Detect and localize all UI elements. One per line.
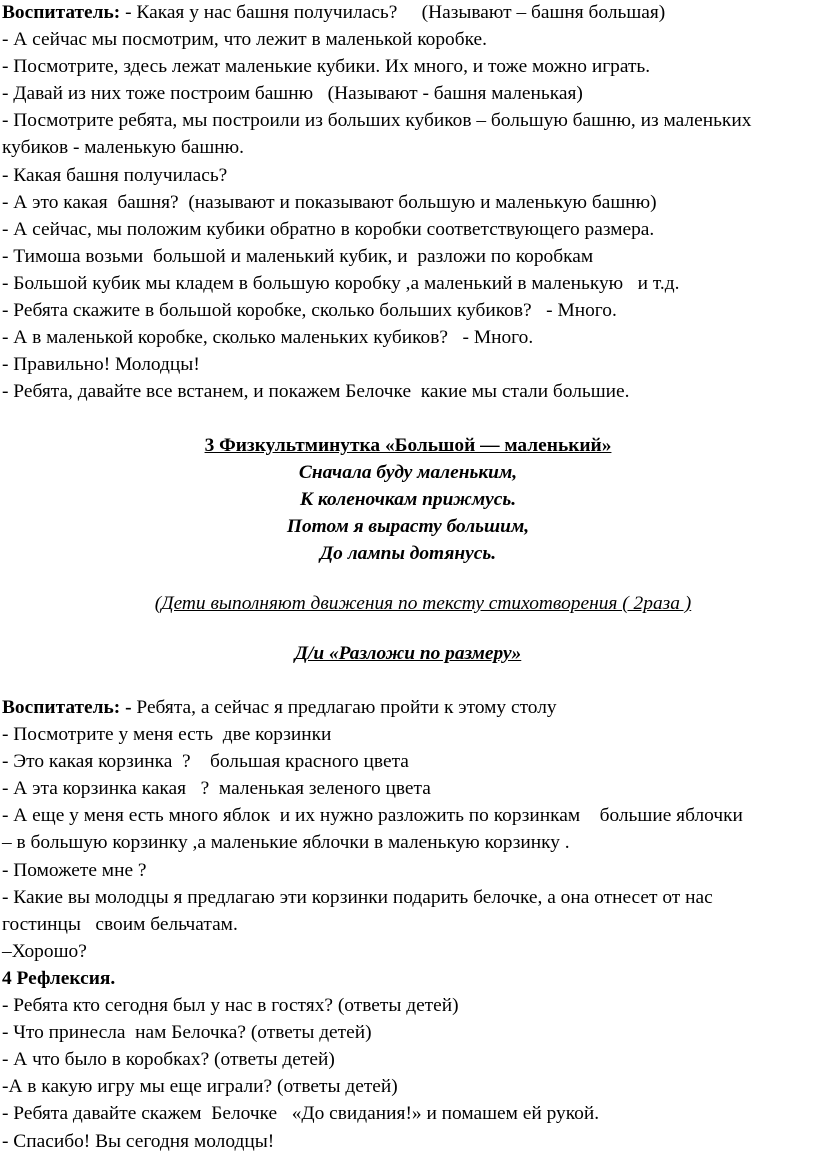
dialogue-line: – в большую корзинку ,а маленькие яблочки в маленькую корзинку . — [2, 832, 570, 854]
dialogue-section-2 — [2, 694, 814, 965]
dialogue-line: - А сейчас мы посмотрим, что лежит в маленькой коробке. — [2, 29, 488, 51]
dialogue-line: - А эта корзинка какая ? маленькая зеленого цвета — [2, 778, 431, 800]
dialogue-line: - А сейчас, мы положим кубики обратно в коробки соответствующего размера. — [2, 218, 655, 240]
game-title-wrap — [0, 640, 816, 667]
dialogue-line: -А в какую игру мы еще играли? (ответы детей) — [2, 1076, 398, 1098]
dialogue-line: - Ребята кто сегодня был у нас в гостях? (ответы детей) — [2, 995, 459, 1017]
dialogue-section-1 — [2, 0, 814, 405]
fizminutka-section — [0, 432, 816, 567]
dialogue-line: - А это какая башня? (называют и показывают большую и маленькую башню) — [2, 191, 657, 213]
dialogue-line: - Какие вы молодцы я предлагаю эти корзинки подарить белочке, а она отнесет от нас — [2, 886, 713, 908]
dialogue-text: - Какая у нас башня получилась? (Называют – башня большая) — [120, 2, 666, 23]
dialogue-line: - Что принесла нам Белочка? (ответы детей) — [2, 1022, 372, 1044]
dialogue-line: - Посмотрите у меня есть две корзинки — [2, 724, 332, 746]
poem-line: До лампы дотянусь. — [319, 543, 497, 565]
dialogue-line: - Ребята, давайте все встанем, и покажем Белочке какие мы стали большие. — [2, 381, 630, 403]
dialogue-line: - Спасибо! Вы сегодня молодцы! — [2, 1130, 275, 1152]
dialogue-line: - А в маленькой коробке, сколько маленьких кубиков? - Много. — [2, 327, 534, 349]
fizminutka-note: (Дети выполняют движения по тексту стихотворения ( 2раза ) — [154, 593, 692, 614]
poem-line: К коленочкам прижмусь. — [299, 489, 517, 511]
dialogue-line: - Посмотрите ребята, мы построили из больших кубиков – большую башню, из маленьких — [2, 110, 752, 132]
game-title: Д/и «Разложи по размеру» — [294, 643, 522, 664]
speaker-label: Воспитатель: — [2, 2, 121, 23]
dialogue-line: - Ребята давайте скажем Белочке «До свидания!» и помашем ей рукой. — [2, 1103, 600, 1125]
speaker-label: Воспитатель: - — [2, 697, 132, 718]
poem-line: Потом я вырасту большим, — [286, 516, 530, 538]
fizminutka-title: 3 Физкультминутка «Большой — маленький» — [204, 435, 612, 456]
reflection-title: 4 Рефлексия. — [2, 968, 116, 989]
dialogue-line: - А еще у меня есть много яблок и их нужно разложить по корзинкам большие яблочки — [2, 805, 743, 827]
dialogue-line: гостинцы своим бельчатам. — [2, 913, 238, 935]
dialogue-line: –Хорошо? — [2, 940, 87, 962]
dialogue-line — [2, 694, 814, 721]
dialogue-line: - Ребята скажите в большой коробке, сколько больших кубиков? - Много. — [2, 300, 617, 322]
dialogue-line: - Какая башня получилась? — [2, 164, 228, 186]
dialogue-line: - Посмотрите, здесь лежат маленькие кубики. Их много, и тоже можно играть. — [2, 56, 651, 78]
poem-line: Сначала буду маленьким, — [298, 462, 518, 484]
dialogue-line: - Это какая корзинка ? большая красного цвета — [2, 751, 409, 773]
dialogue-line: - Давай из них тоже построим башню (Называют - башня маленькая) — [2, 83, 583, 105]
dialogue-line: - А что было в коробках? (ответы детей) — [2, 1049, 335, 1071]
reflection-section — [2, 965, 814, 1155]
dialogue-text: Ребята, а сейчас я предлагаю пройти к этому столу — [131, 697, 557, 718]
dialogue-line: - Большой кубик мы кладем в большую коробку ,а маленький в маленькую и т.д. — [2, 272, 680, 294]
dialogue-line: - Тимоша возьми большой и маленький кубик, и разложи по коробкам — [2, 245, 594, 267]
fizminutka-note-wrap — [0, 590, 816, 617]
dialogue-line: кубиков - маленькую башню. — [2, 137, 244, 159]
dialogue-line: - Правильно! Молодцы! — [2, 354, 200, 376]
dialogue-line — [2, 0, 814, 26]
dialogue-line: - Поможете мне ? — [2, 859, 147, 881]
